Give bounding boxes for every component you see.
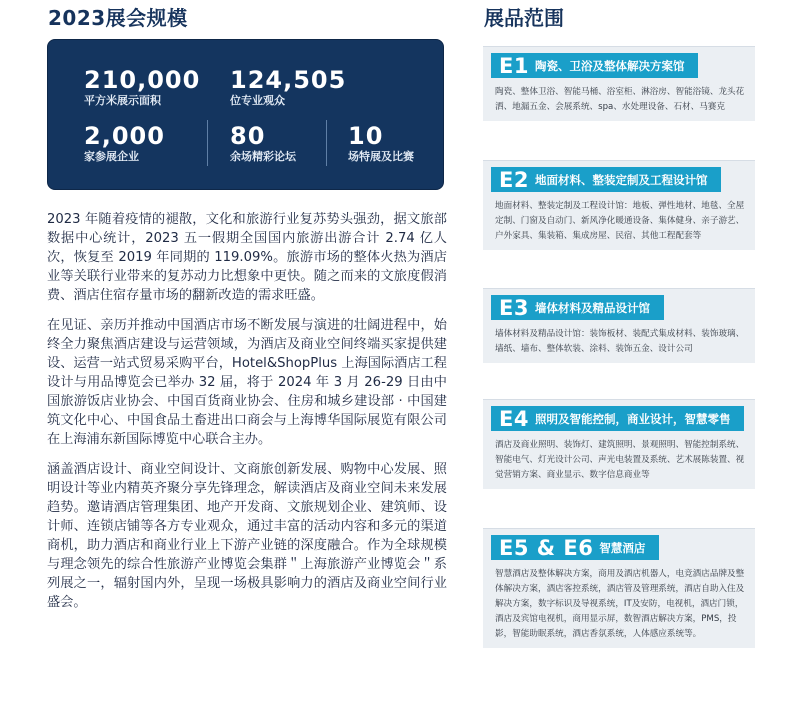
hall-items: 墙体材料及精品设计馆：装饰板材、装配式集成材料、装饰玻璃、墙纸、墙布、整体软装、涂料、装饰五金、设计公司	[495, 329, 745, 354]
hall-header	[483, 406, 755, 432]
hall-items: 陶瓷、整体卫浴、智能马桶、浴室柜、淋浴房、智能浴镜、龙头花洒、地漏五金、会展系统、spa、水处理设备、石材、马赛克	[495, 87, 745, 112]
hall-code: E5 & E6	[499, 535, 594, 560]
stat-number: 80	[230, 122, 266, 150]
stat-number: 210,000	[84, 66, 201, 94]
intro-text	[47, 210, 447, 623]
hall-name: 照明及智能控制，商业设计，智慧零售	[534, 411, 731, 426]
stat-special-events	[348, 122, 414, 164]
hall-code: E3	[499, 295, 529, 320]
hall-name: 智慧酒店	[599, 540, 646, 555]
stat-divider	[207, 120, 208, 166]
stat-label: 场特展及比赛	[348, 150, 414, 163]
hall-items: 智慧酒店及整体解决方案，商用及酒店机器人，电竞酒店品牌及整体解决方案，酒店客控系统，酒店管及管理系统，酒店自助入住及解决方案，数字标识及导视系统，IT及安防，电视机，酒店门锁，酒店及宾馆电视机，商用显示屏，数智酒店解决方案，PMS，投影，智能助眠系统，酒店香氛系统，人体感应系统等。	[495, 569, 745, 639]
paragraph: 在见证、亲历并推动中国酒店市场不断发展与演进的壮阔进程中，始终全力聚焦酒店建设与运营领域，为酒店及商业空间终端买家提供建设、运营一站式贸易采购平台，Hotel&ShopPlus 上海国际酒店工程设计与用品博览会已举办 32 届，将于 2024 年 3 月 26-29 日由中国旅游饭店业协会、中国百货商业协会、住房和城乡建设部 · 中国建筑文化中心、中国食品土畜进出口商会与上海博华国际展览有限公司在上海浦东新国际博览中心联合主办。	[47, 318, 447, 447]
hall-name: 墙体材料及精品设计馆	[534, 300, 650, 315]
stat-label: 平方米展示面积	[84, 94, 161, 107]
stat-number: 124,505	[230, 66, 347, 94]
hall-e1	[483, 46, 755, 121]
stat-divider	[326, 120, 327, 166]
paragraph: 涵盖酒店设计、商业空间设计、文商旅创新发展、购物中心发展、照明设计等业内精英齐聚分享先锋理念，解读酒店及商业空间未来发展趋势。邀请酒店管理集团、地产开发商、文旅规划企业、建筑师、设计师、连锁店铺等各方专业观众，通过丰富的活动内容和多元的渠道商机，助力酒店和商业行业上下游产业链的深度融合。作为全球规模与理念领先的综合性旅游产业博览会集群＂上海旅游产业博览会＂系列展之一，辐射国内外，呈现一场极具影响力的酒店及商业空间行业盛会。	[47, 462, 447, 610]
hall-code: E4	[499, 406, 529, 431]
stat-label: 余场精彩论坛	[230, 150, 296, 163]
hall-tag	[491, 295, 664, 320]
stat-label: 位专业观众	[230, 94, 285, 107]
stats-panel	[47, 39, 444, 190]
hall-name: 地面材料、整装定制及工程设计馆	[534, 172, 708, 187]
exhibition-scale-title: 2023展会规模	[48, 6, 188, 30]
stat-label: 家参展企业	[84, 150, 139, 163]
exhibit-scope-title: 展品范围	[484, 6, 564, 30]
stat-area	[84, 66, 200, 108]
hall-code: E2	[499, 167, 529, 192]
hall-header	[483, 167, 755, 193]
hall-e3	[483, 288, 755, 363]
hall-code: E1	[499, 53, 529, 78]
hall-e4	[483, 399, 755, 489]
stat-visitors	[230, 66, 346, 108]
paragraph: 2023 年随着疫情的褪散，文化和旅游行业复苏势头强劲，据文旅部数据中心统计，2023 五一假期全国国内旅游出游合计 2.74 亿人次，恢复至 2019 年同期的 119.09%。旅游市场的整体火热为酒店业等关联行业带来的复苏动力比想象中更快。随之而来的文旅度假消费、酒店住宿存量市场的翻新改造的需求旺盛。	[47, 212, 447, 303]
hall-tag	[491, 167, 721, 192]
hall-e5-e6	[483, 528, 755, 648]
hall-header	[483, 535, 755, 561]
hall-items: 酒店及商业照明、装饰灯、建筑照明、景观照明、智能控制系统、智能电气、灯光设计公司、声光电装置及系统、艺术展陈装置、视觉营销方案、商业显示、数字信息商业等	[495, 440, 745, 480]
stat-number: 2,000	[84, 122, 165, 150]
hall-name: 陶瓷、卫浴及整体解决方案馆	[534, 58, 685, 73]
hall-tag	[491, 535, 659, 560]
hall-header	[483, 53, 755, 79]
hall-tag	[491, 53, 698, 78]
hall-e2	[483, 160, 755, 250]
stat-exhibitors	[84, 122, 165, 164]
hall-items: 地面材料、整装定制及工程设计馆：地板、弹性地材、地毯、全屋定制、门窗及自动门、新风净化暖通设备、集体健身、亲子游艺、户外家具、集装箱、集成房屋、民宿、其他工程配套等	[495, 201, 745, 241]
hall-header	[483, 295, 755, 321]
stat-forums	[230, 122, 296, 164]
hall-tag	[491, 406, 744, 431]
stat-number: 10	[348, 122, 384, 150]
